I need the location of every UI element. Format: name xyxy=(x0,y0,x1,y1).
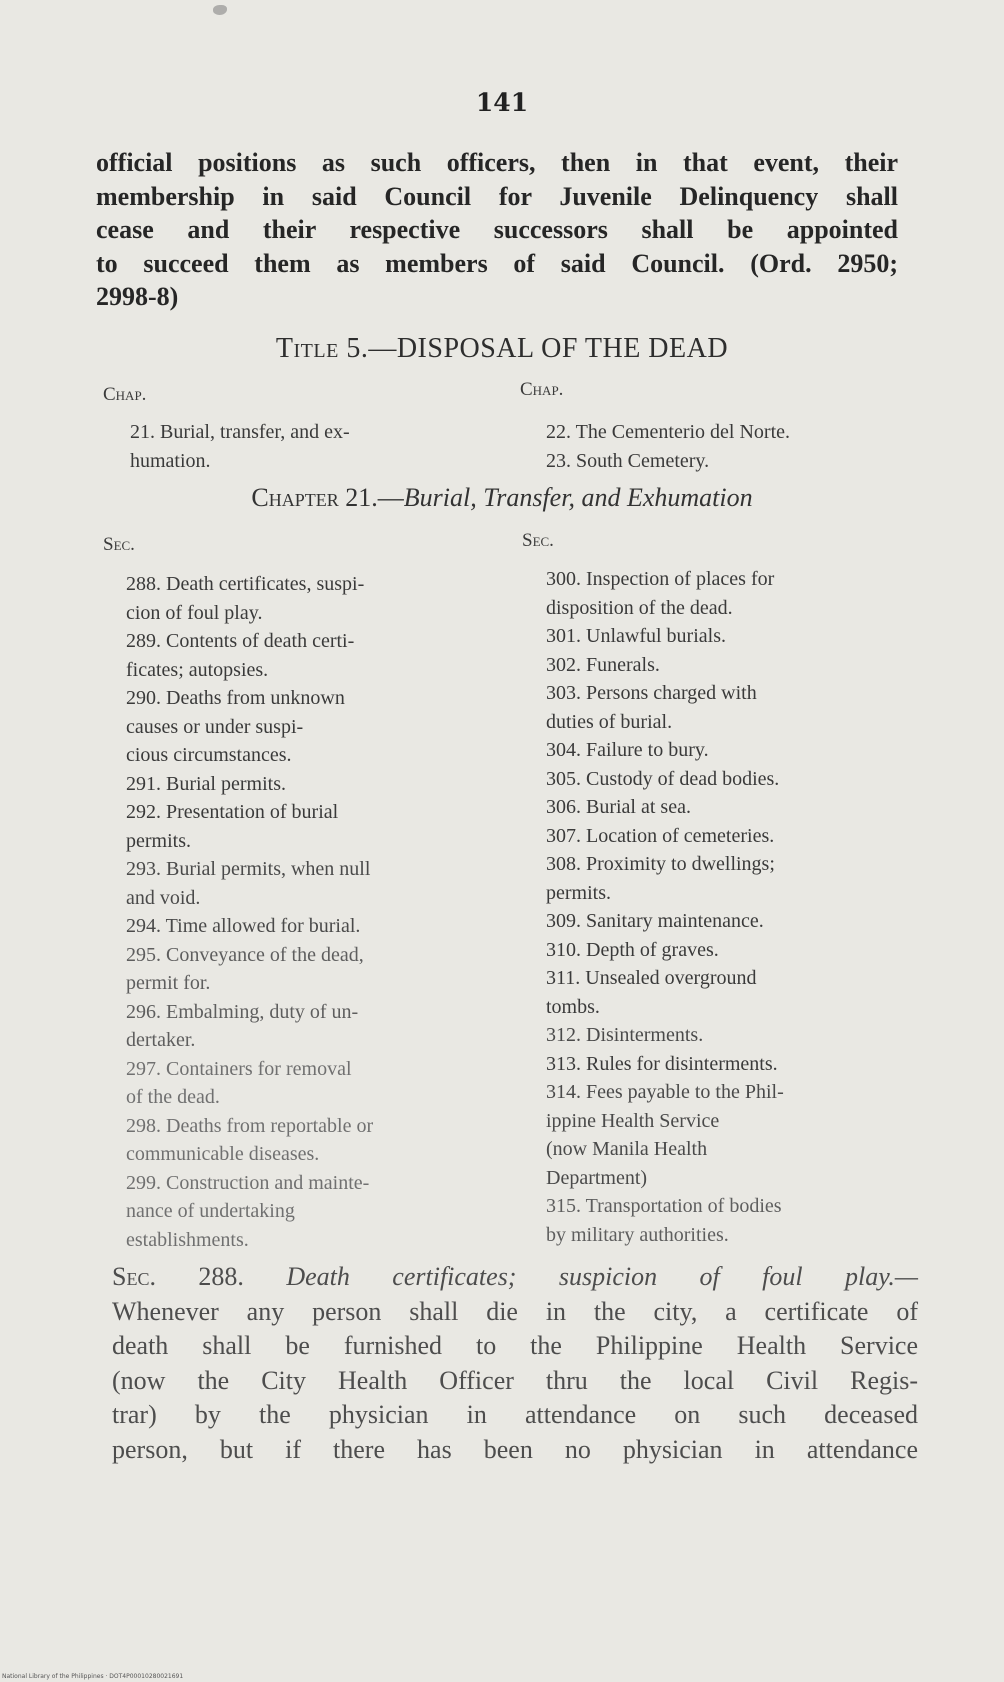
title-heading xyxy=(0,333,1004,365)
text-line: 2998-8) xyxy=(96,282,179,311)
chapters-right-list xyxy=(546,418,914,475)
entry-line: 291. Burial permits. xyxy=(126,772,286,795)
toc-entry xyxy=(126,570,493,627)
toc-entry xyxy=(546,736,914,765)
entry-line: communicable diseases. xyxy=(126,1143,320,1165)
text-line: trar) by the physician in attendance on such deceased xyxy=(112,1400,918,1429)
entry-line: ficates; autopsies. xyxy=(126,658,269,681)
entry-line: by military authorities. xyxy=(546,1223,729,1246)
entry-line: 315. Transportation of bodies xyxy=(546,1195,782,1217)
text-line: membership in said Council for Juvenile Delinquency shall xyxy=(96,181,898,211)
entry-line: duties of burial. xyxy=(546,710,673,733)
entry-line: 295. Conveyance of the dead, xyxy=(126,943,364,966)
entry-line: permit for. xyxy=(126,972,211,994)
entry-line: 301. Unlawful burials. xyxy=(546,625,726,647)
entry-line: 297. Containers for removal xyxy=(126,1057,352,1080)
toc-entry xyxy=(546,1192,914,1249)
toc-entry xyxy=(126,770,493,799)
chapter-title: Burial, Transfer, and Exhumation xyxy=(403,483,753,512)
chapter-number: 21.— xyxy=(338,483,404,512)
toc-entry xyxy=(126,1112,493,1169)
entry-line: 303. Persons charged with xyxy=(546,682,757,704)
scan-footer: National Library of the Philippines · DOT4P00010280021691 xyxy=(2,1673,184,1680)
toc-entry xyxy=(546,964,914,1021)
entry-line: permits. xyxy=(126,829,191,852)
entry-line: permits. xyxy=(546,881,611,904)
text-line: (now the City Health Officer thru the local Civil Regis- xyxy=(112,1365,918,1395)
toc-entry xyxy=(546,679,914,736)
toc-entry xyxy=(126,998,493,1055)
entry-line: 313. Rules for disinterments. xyxy=(546,1052,778,1075)
section-heading-italic: Death certificates; suspicion of foul play.— xyxy=(286,1262,919,1291)
entry-line: 22. The Cementerio del Norte. xyxy=(546,421,791,443)
text-line: Whenever any person shall die in the city, a certificate of xyxy=(112,1296,918,1326)
intro-paragraph xyxy=(96,146,898,314)
entry-line: 296. Embalming, duty of un- xyxy=(126,1000,359,1023)
entry-line: 290. Deaths from unknown xyxy=(126,687,345,709)
sections-left-list xyxy=(126,570,493,1254)
entry-line: Department) xyxy=(546,1166,648,1189)
toc-entry xyxy=(130,418,488,475)
entry-line: (now Manila Health xyxy=(546,1138,708,1160)
text-line: official positions as such officers, then in that event, their xyxy=(96,148,898,177)
sec-word: Sec. xyxy=(112,1262,156,1291)
toc-entry xyxy=(546,907,914,936)
entry-line: 298. Deaths from reportable or xyxy=(126,1114,374,1137)
entry-line: 314. Fees payable to the Phil- xyxy=(546,1081,784,1103)
toc-entry xyxy=(546,1078,914,1192)
sec-label-right: Sec. xyxy=(522,530,554,551)
entry-line: tombs. xyxy=(546,995,600,1018)
toc-entry xyxy=(546,565,914,622)
toc-entry xyxy=(546,418,914,447)
text-line: person, but if there has been no physician in attendance xyxy=(112,1434,918,1464)
chap-label-left: Chap. xyxy=(103,384,147,405)
entry-line: 300. Inspection of places for xyxy=(546,568,775,590)
title-prefix: Title xyxy=(275,333,339,364)
entry-line: 299. Construction and mainte- xyxy=(126,1171,370,1194)
toc-entry xyxy=(126,684,493,770)
entry-line: 311. Unsealed overground xyxy=(546,967,757,989)
toc-entry xyxy=(126,627,493,684)
page-number: 141 xyxy=(475,88,529,117)
toc-entry xyxy=(546,651,914,680)
entry-line: 309. Sanitary maintenance. xyxy=(546,910,764,932)
entry-line: 288. Death certificates, suspi- xyxy=(126,573,365,595)
sections-right-list xyxy=(546,565,914,1249)
entry-line: ippine Health Service xyxy=(546,1109,720,1132)
toc-entry xyxy=(546,1050,914,1079)
text-line: death shall be furnished to the Philippine Health Service xyxy=(112,1331,918,1360)
entry-line: 21. Burial, transfer, and ex- xyxy=(130,421,350,443)
toc-entry xyxy=(126,1055,493,1112)
toc-entry xyxy=(126,855,493,912)
toc-entry xyxy=(546,447,914,476)
entry-line: 289. Contents of death certi- xyxy=(126,630,355,652)
entry-line: 306. Burial at sea. xyxy=(546,796,691,818)
toc-entry xyxy=(546,622,914,651)
entry-line: 310. Depth of graves. xyxy=(546,938,719,961)
entry-line: dertaker. xyxy=(126,1029,196,1051)
entry-line: and void. xyxy=(126,886,201,909)
entry-line: establishments. xyxy=(126,1228,249,1251)
text-line: to succeed them as members of said Council. (Ord. 2950; xyxy=(96,248,898,278)
toc-entry xyxy=(126,941,493,998)
entry-line: 294. Time allowed for burial. xyxy=(126,915,361,937)
entry-line: nance of undertaking xyxy=(126,1200,295,1222)
sec-label-left: Sec. xyxy=(103,534,135,555)
entry-line: cion of foul play. xyxy=(126,601,263,624)
sec-number: 288. xyxy=(155,1262,287,1291)
entry-line: humation. xyxy=(130,449,211,472)
entry-line: 307. Location of cemeteries. xyxy=(546,824,775,847)
section-288-paragraph xyxy=(112,1260,918,1467)
chap-label-right: Chap. xyxy=(520,379,564,400)
toc-entry xyxy=(126,1169,493,1255)
toc-entry xyxy=(126,912,493,941)
entry-line: cious circumstances. xyxy=(126,744,292,766)
entry-line: 308. Proximity to dwellings; xyxy=(546,853,775,875)
section-288-heading xyxy=(112,1260,918,1295)
entry-line: 292. Presentation of burial xyxy=(126,801,339,823)
entry-line: 302. Funerals. xyxy=(546,653,660,676)
chapter-heading xyxy=(0,483,1004,513)
toc-entry xyxy=(546,936,914,965)
toc-entry xyxy=(546,793,914,822)
entry-line: 293. Burial permits, when null xyxy=(126,858,371,880)
entry-line: of the dead. xyxy=(126,1086,220,1108)
toc-entry xyxy=(546,822,914,851)
entry-line: 304. Failure to bury. xyxy=(546,739,709,761)
chapter-prefix: Chapter xyxy=(251,483,339,512)
chapters-left-list xyxy=(130,418,488,475)
scan-speck xyxy=(213,5,227,15)
toc-entry xyxy=(126,798,493,855)
entry-line: 312. Disinterments. xyxy=(546,1024,704,1046)
toc-entry xyxy=(546,1021,914,1050)
toc-entry xyxy=(546,850,914,907)
entry-line: 23. South Cemetery. xyxy=(546,449,710,472)
text-line: cease and their respective successors shall be appointed xyxy=(96,215,898,244)
toc-entry xyxy=(546,765,914,794)
title-rest: 5.—DISPOSAL OF THE DEAD xyxy=(338,333,729,364)
entry-line: disposition of the dead. xyxy=(546,596,733,619)
entry-line: causes or under suspi- xyxy=(126,715,304,738)
entry-line: 305. Custody of dead bodies. xyxy=(546,767,780,790)
